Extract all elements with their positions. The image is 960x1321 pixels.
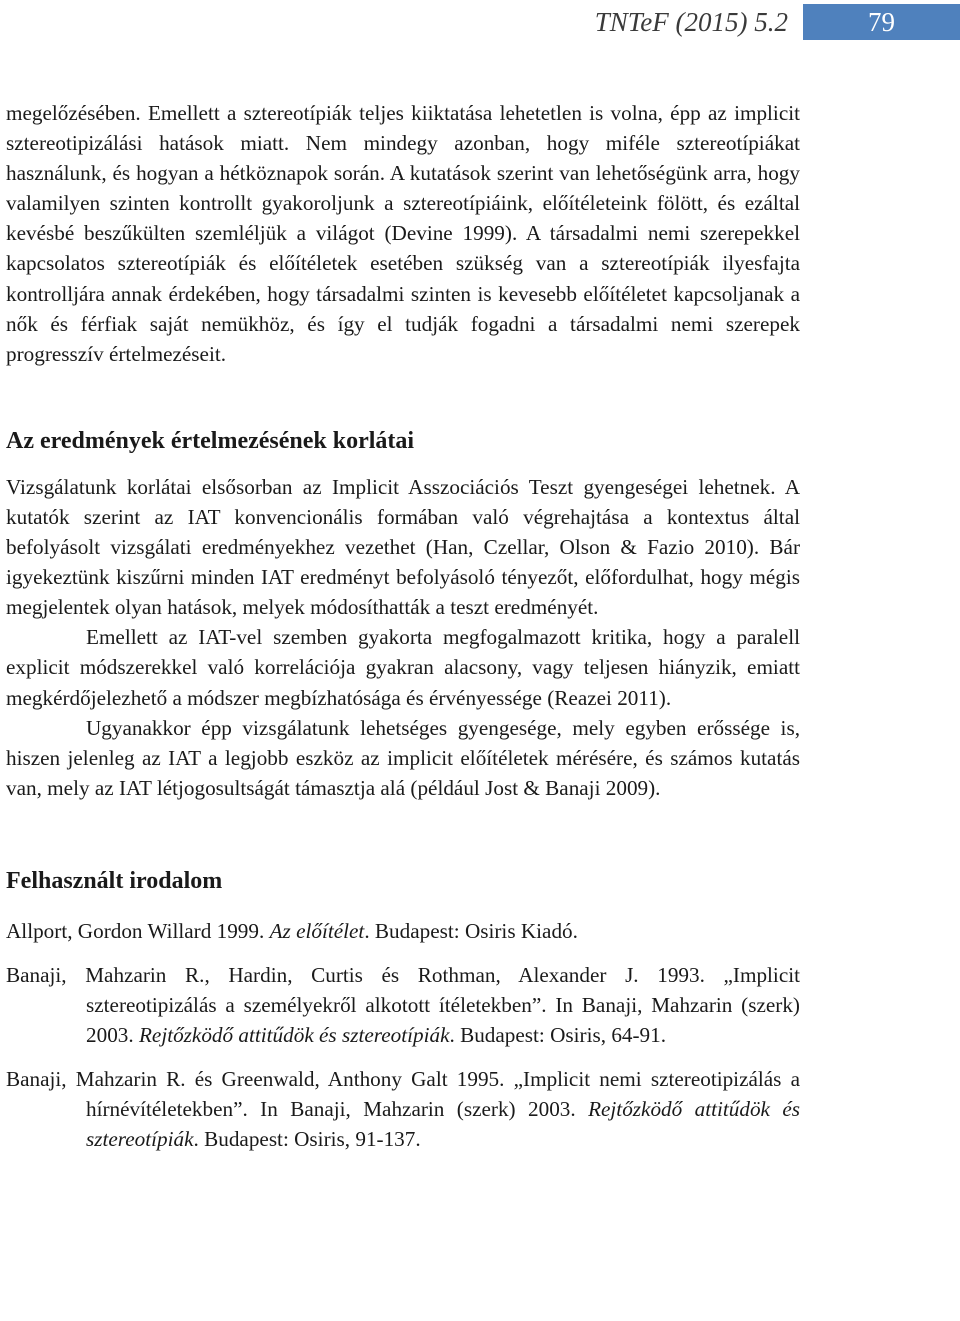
reference-item	[6, 916, 800, 946]
running-header-journal: TNTeF (2015) 5.2	[594, 7, 788, 37]
reference-text: Banaji, Mahzarin R. és Greenwald, Anthony Galt 1995. „Implicit nemi sztereotipizálás a hírnévítéletekben”. In Banaji, Mahzarin (szerk) 2003.	[6, 1067, 800, 1122]
reference-title: Rejtőzködő attitűdök és sztereotípiák	[86, 1097, 800, 1152]
heading-limitations: Az eredmények értelmezésének korlátai	[6, 427, 415, 454]
reference-text: Banaji, Mahzarin R., Hardin, Curtis és Rothman, Alexander J. 1993. „Implicit sztereotipizálás a személyekről alkotott ítéletekben”. In Banaji, Mahzarin (szerk) 2003.	[6, 962, 800, 1048]
paragraph-limitations-1: Vizsgálatunk korlátai elsősorban az Implicit Asszociációs Teszt gyengeségei lehetnek. A kutatók szerint az IAT konvencionális formában való végrehajtása a kontextus által befolyásolt vizsgálati eredményekhez vezethet (Han, Czellar, Olson & Fazio 2010). Bár igyekeztünk kiszűrni minden IAT eredményt befolyásoló tényezőt, előfordulhat, hogy mégis megjelentek olyan hatások, melyek módosíthatták a teszt eredményét.	[6, 474, 800, 620]
paragraph-limitations-2: Emellett az IAT-vel szemben gyakorta megfogalmazott kritika, hogy a paralell explicit módszerekkel való korrelációja gyakran alacsony, vagy teljesen hiányzik, emiatt megkérdőjelezhető a módszer megbízhatósága és érvényessége (Reazei 2011).	[6, 625, 800, 710]
reference-publisher: . Budapest: Osiris, 64-91.	[449, 1023, 667, 1048]
reference-item	[6, 960, 800, 1050]
reference-text: Allport, Gordon Willard 1999.	[6, 918, 270, 943]
page-content	[6, 98, 800, 1169]
paragraph-limitations-3: Ugyanakkor épp vizsgálatunk lehetséges gyengesége, mely egyben erőssége is, hiszen jelenleg az IAT a legjobb eszköz az implicit előítéletek mérésére, és számos kutatás van, mely az IAT létjogosultságát támasztja alá (például Jost & Banaji 2009).	[6, 715, 800, 800]
paragraph-intro: megelőzésében. Emellett a sztereotípiák teljes kiiktatása lehetetlen is volna, épp az implicit sztereotipizálási hatások miatt. Nem mindegy azonban, hogy miféle sztereotípiákat használunk, és hogyan a hétköznapok során. A kutatások szerint van lehetőségünk arra, hogy valamilyen szinten kontrollt gyakoroljunk a sztereotípiáink, előítéleteink fölött, és ezáltal kevésbé beszűkülten szemléljük a világot (Devine 1999). A társadalmi nemi szerepekkel kapcsolatos sztereotípiák és előítéletek esetében szükség van a sztereotípiák ilyesfajta kontrolljára annak érdekében, hogy társadalmi szinten is kevesebb előítéletet kapcsoljanak a nők és férfiak saját nemükhöz, és így el tudják fogadni a társadalmi nemi szerepek progresszív értelmezéseit.	[6, 101, 800, 366]
reference-title: Rejtőzködő attitűdök és sztereotípiák	[138, 1023, 450, 1048]
reference-publisher: . Budapest: Osiris Kiadó.	[364, 918, 578, 943]
page-number-box: 79	[803, 4, 960, 40]
reference-title: Az előítélet	[269, 918, 365, 943]
reference-publisher: . Budapest: Osiris, 91-137.	[193, 1127, 421, 1152]
reference-item	[6, 1064, 800, 1154]
heading-references: Felhasznált irodalom	[6, 867, 223, 894]
